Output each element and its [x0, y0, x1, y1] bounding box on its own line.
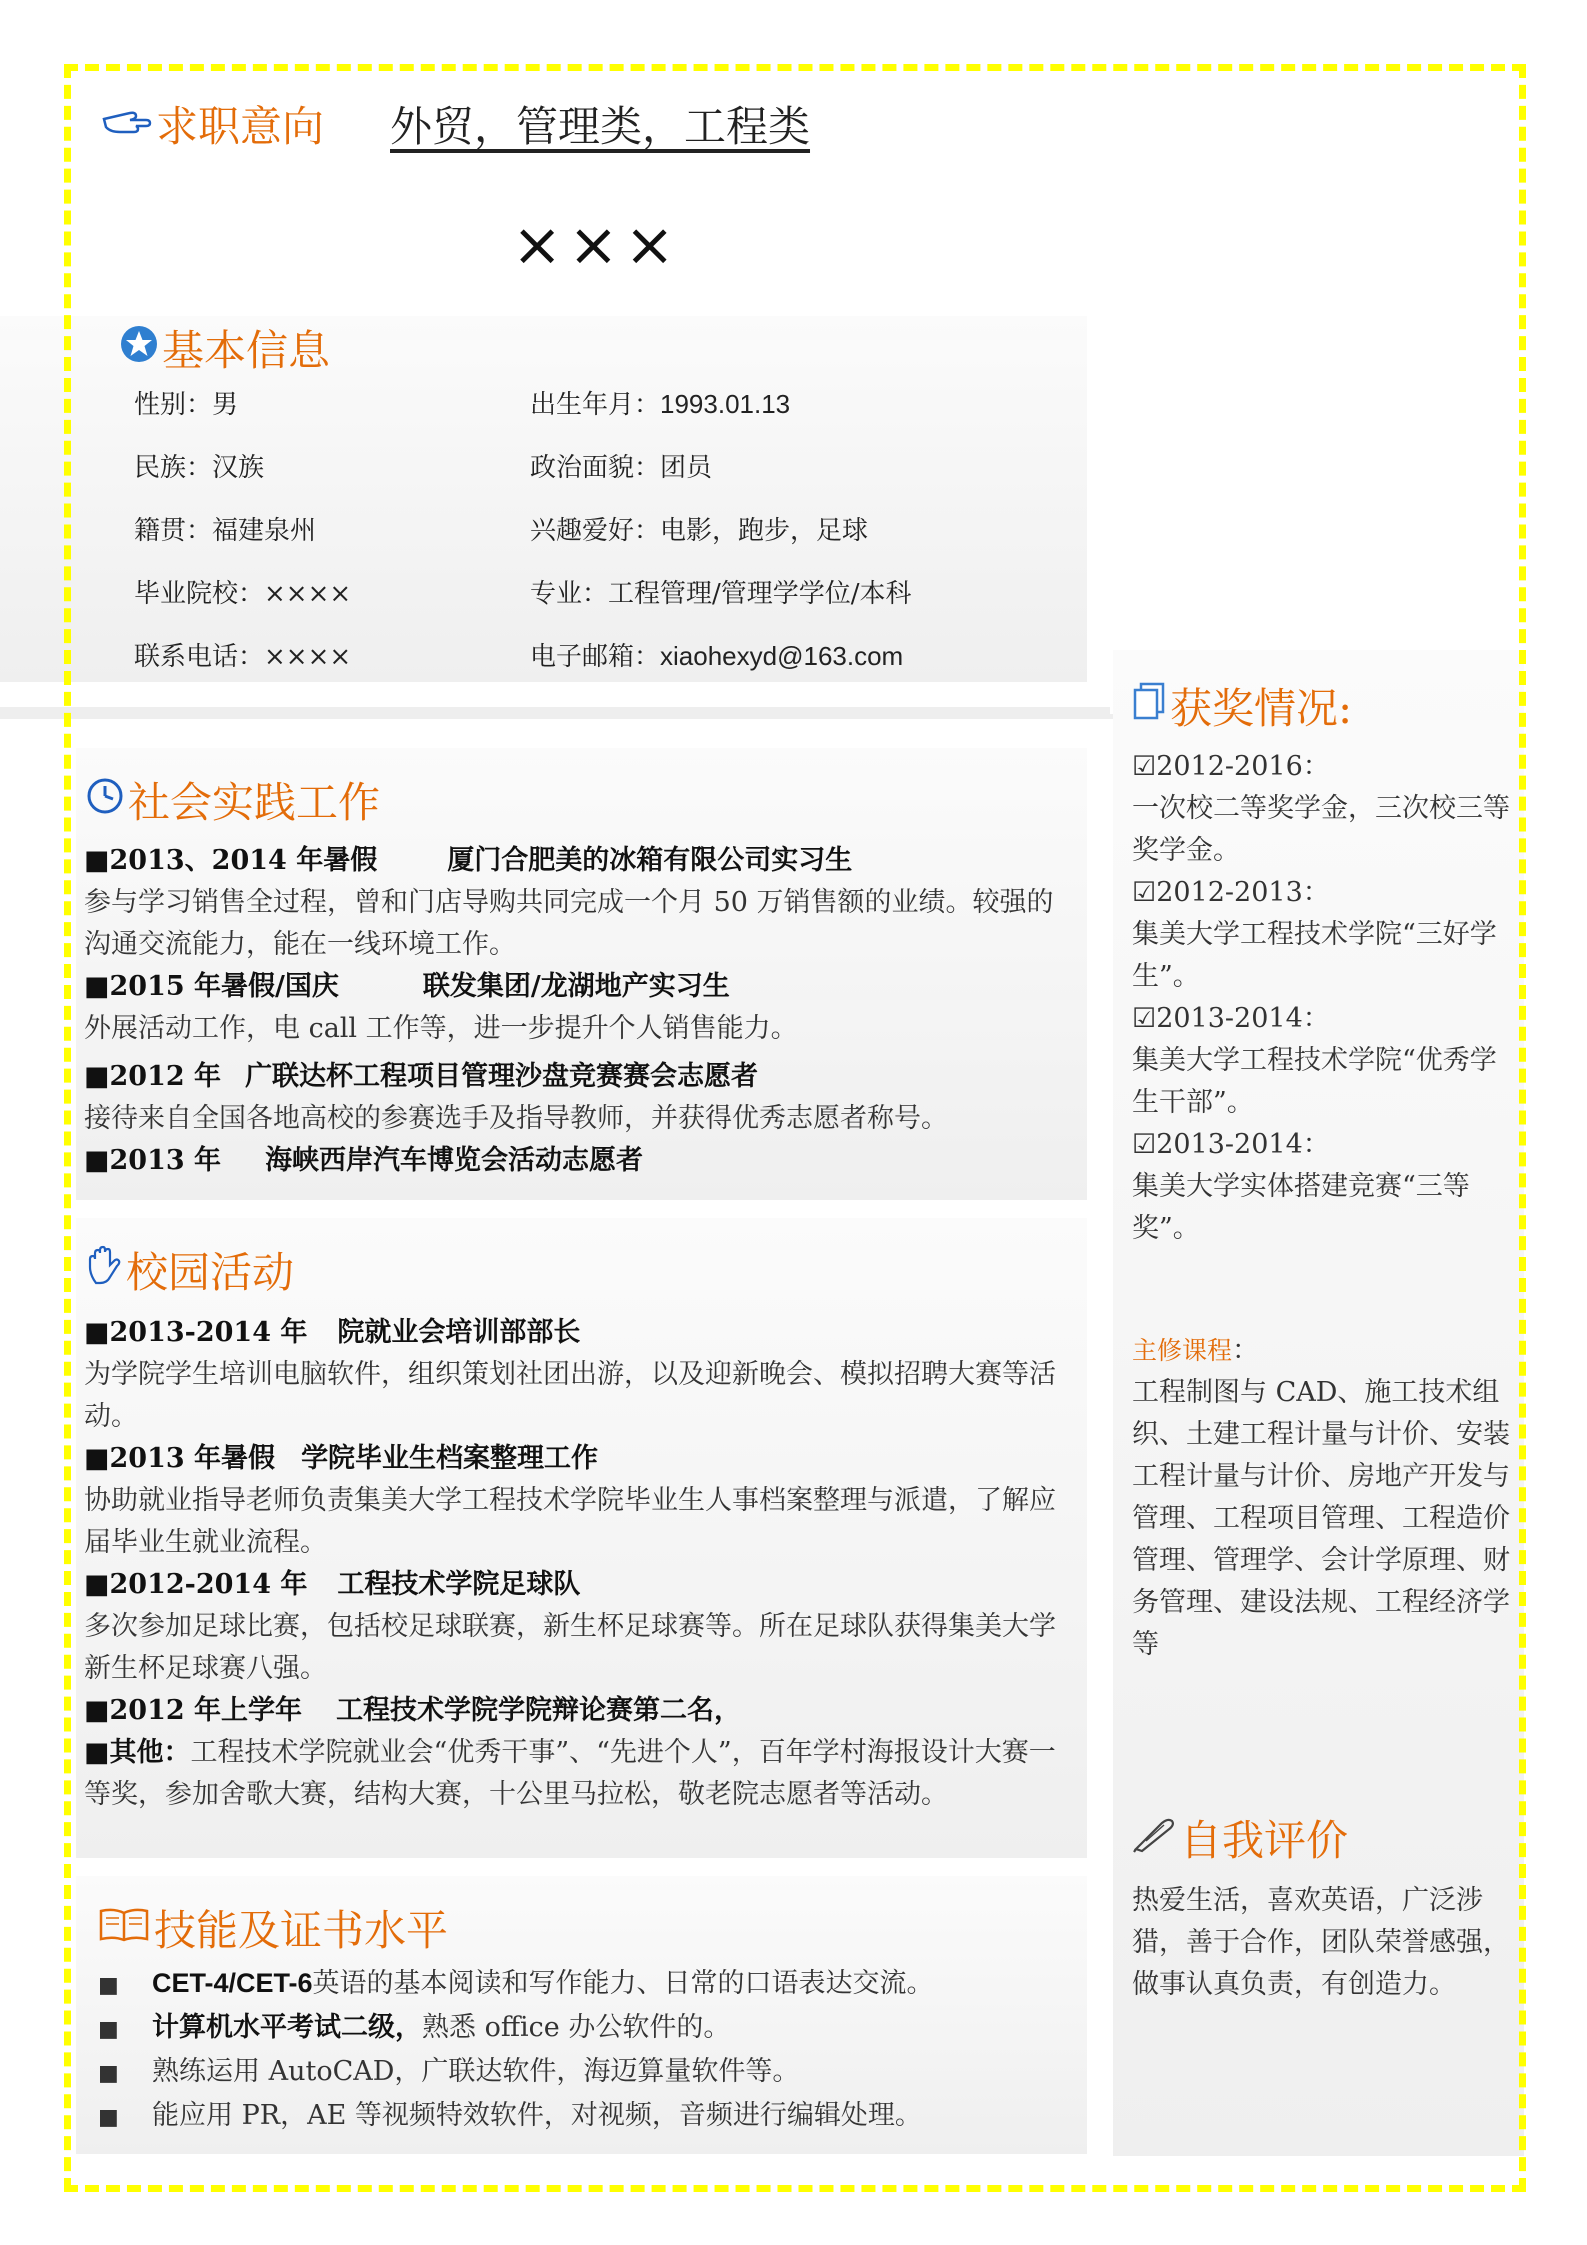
info-birth: 出生年月：1993.01.13 [530, 389, 791, 420]
info-gender: 性别：男 [134, 390, 239, 420]
star-badge-icon [120, 324, 158, 373]
intention-label: 求职意向 [156, 102, 325, 151]
campus-label: 校园活动 [126, 1248, 295, 1297]
campus-list [84, 1312, 1074, 1816]
list-item: ■2013 年暑假 学院毕业生档案整理工作 协助就业指导老师负责集美大学工程技术学院毕业生人事档案整理与派遣，了解应届毕业生就业流程。 [84, 1443, 1056, 1558]
hand-icon [86, 1245, 122, 1295]
info-political: 政治面貌：团员 [530, 453, 713, 483]
self-eval-label: 自我评价 [1180, 1816, 1349, 1865]
skills-label: 技能及证书水平 [154, 1906, 449, 1955]
self-eval-text: 热爱生活，喜欢英语，广泛涉猎，善于合作，团队荣誉感强，做事认真负责，有创造力。 [1132, 1885, 1510, 2000]
courses-label: 主修课程 [1132, 1336, 1233, 1365]
clock-icon [86, 776, 124, 825]
list-item: ■ 能应用 PR，AE 等视频特效软件，对视频，音频进行编辑处理。 [98, 2100, 922, 2131]
list-item: ■ CET-4/CET-6 英语的基本阅读和写作能力、日常的口语表达交流。 [98, 1968, 934, 1999]
info-ethnicity: 民族：汉族 [134, 453, 265, 483]
social-practice-label: 社会实践工作 [128, 778, 381, 827]
intention-title [100, 94, 324, 154]
pen-icon [1132, 1814, 1176, 1863]
campus-title [86, 1240, 294, 1300]
list-item: ☑2012-2016： 一次校二等奖学金，三次校三等奖学金。 [1132, 751, 1510, 866]
skills-list [86, 1962, 1076, 2139]
pointing-hand-icon [100, 100, 152, 149]
awards-label: 获奖情况: [1170, 684, 1353, 733]
social-practice-list [84, 840, 1074, 1182]
book-icon [98, 1904, 150, 1953]
candidate-name: ××× [512, 210, 681, 280]
documents-icon [1132, 681, 1166, 731]
basic-info-title [120, 318, 330, 378]
list-item: ■2012 年上学年 工程技术学院学院辩论赛第二名， [84, 1695, 742, 1726]
list-item: ■ 计算机水平考试二级， 熟悉 office 办公软件的。 [98, 2012, 731, 2043]
list-item: ☑2012-2013： 集美大学工程技术学院“三好学生”。 [1132, 877, 1497, 992]
list-item: ■2013、2014 年暑假 厦门合肥美的冰箱有限公司实习生 参与学习销售全过程，曾和门店导购共同完成一个月 50 万销售额的业绩。较强的沟通交流能力，能在一线环境工作。 [84, 845, 1054, 960]
basic-info-label: 基本信息 [162, 326, 331, 375]
info-school: 毕业院校：×××× [134, 579, 352, 609]
list-item: ■其他：工程技术学院就业会“优秀干事”、“先进个人”，百年学村海报设计大赛一等奖，参加舍歌大赛，结构大赛，十公里马拉松，敬老院志愿者等活动。 [84, 1737, 1056, 1810]
courses-block: 主修课程： 工程制图与 CAD、施工技术组织、土建工程计量与计价、安装工程计量与计价、房地产开发与管理、工程项目管理、工程造价管理、管理学、会计学原理、财务管理、建设法规、工程经济学等 [1132, 1330, 1512, 1666]
list-item: ■ 熟练运用 AutoCAD，广联达软件，海迈算量软件等。 [98, 2056, 800, 2087]
list-item: ■2013 年 海峡西岸汽车博览会活动志愿者 [84, 1145, 644, 1176]
social-practice-title [86, 770, 380, 830]
intention-value: 外贸，管理类，工程类 [390, 102, 811, 151]
list-item: ☑2013-2014： 集美大学工程技术学院“优秀学生干部”。 [1132, 1003, 1497, 1118]
list-item: ■2013-2014 年 院就业会培训部部长 为学院学生培训电脑软件，组织策划社团出游，以及迎新晚会、模拟招聘大赛等活动。 [84, 1317, 1056, 1432]
info-hometown: 籍贯：福建泉州 [134, 516, 317, 546]
awards-list [1132, 746, 1512, 1250]
skills-title [98, 1898, 448, 1958]
info-phone: 联系电话：×××× [134, 642, 352, 672]
list-item: ■2015 年暑假/国庆 联发集团/龙湖地产实习生 外展活动工作，电 call 工作等，进一步提升个人销售能力。 [84, 971, 798, 1044]
list-item: ■2012 年 广联达杯工程项目管理沙盘竞赛赛会志愿者 接待来自全国各地高校的参赛选手及指导教师，并获得优秀志愿者称号。 [84, 1061, 948, 1134]
list-item: ■2012-2014 年 工程技术学院足球队 多次参加足球比赛，包括校足球联赛，新生杯足球赛等。所在足球队获得集美大学新生杯足球赛八强。 [84, 1569, 1056, 1684]
info-email: 电子邮箱：xiaohexyd@163.com [530, 641, 904, 672]
list-item: ☑2013-2014： 集美大学实体搭建竞赛“三等奖”。 [1132, 1129, 1470, 1244]
self-eval-title [1132, 1808, 1348, 1868]
courses-text: 工程制图与 CAD、施工技术组织、土建工程计量与计价、安装工程计量与计价、房地产开发与管理、工程项目管理、工程造价管理、管理学、会计学原理、财务管理、建设法规、工程经济学等 [1132, 1377, 1510, 1660]
awards-title [1132, 676, 1352, 736]
info-major: 专业：工程管理/管理学学位/本科 [530, 579, 912, 609]
info-hobbies: 兴趣爱好：电影，跑步，足球 [530, 516, 869, 546]
